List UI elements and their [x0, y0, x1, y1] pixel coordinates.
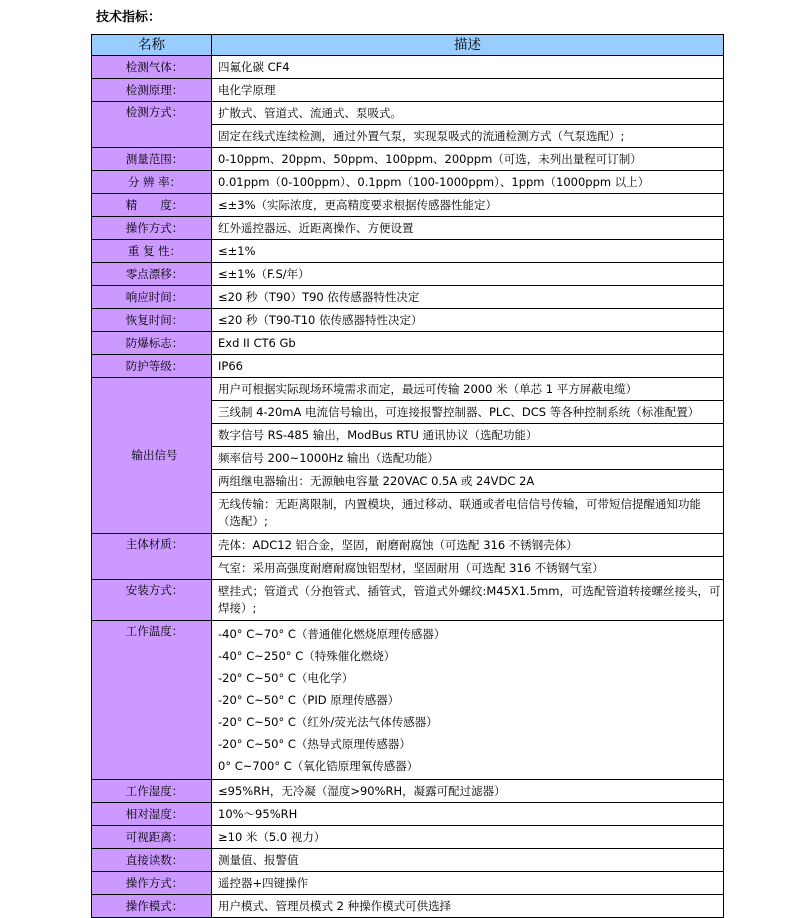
row-value: 壁挂式；管道式（分抱管式、插管式，管道式外螺纹:M45X1.5mm，可选配管道转接螺丝接头，可焊接）; [212, 580, 724, 621]
table-row [92, 803, 724, 826]
row-value: 0.01ppm（0-100ppm）、0.1ppm（100-1000ppm）、1ppm（1000ppm 以上） [212, 171, 724, 194]
row-label: 精 度： [92, 194, 212, 217]
table-row [92, 355, 724, 378]
table-row [92, 102, 724, 125]
row-value: 三线制 4-20mA 电流信号输出，可连接报警控制器、PLC、DCS 等各种控制系统（标准配置） [212, 401, 724, 424]
row-label: 工作温度： [92, 621, 212, 780]
table-row [92, 580, 724, 621]
row-value: 遥控器+四键操作 [212, 872, 724, 895]
table-row [92, 148, 724, 171]
row-value: ≤95%RH，无冷凝（湿度>90%RH，凝露可配过滤器） [212, 780, 724, 803]
row-value: 扩散式、管道式、流通式、泵吸式。 [212, 102, 724, 125]
row-value: 气室：采用高强度耐磨耐腐蚀铝型材，坚固耐用（可选配 316 不锈钢气室） [212, 557, 724, 580]
temperature-item: -40° C~250° C（特殊催化燃烧） [218, 649, 396, 663]
row-value: ≤±1% [212, 240, 724, 263]
table-row [92, 309, 724, 332]
row-label: 主体材质： [92, 534, 212, 580]
temperature-item: -20° C~50° C（红外/荧光法气体传感器） [218, 715, 438, 729]
header-name: 名称 [92, 35, 212, 56]
table-row [92, 194, 724, 217]
row-label: 检测气体： [92, 56, 212, 79]
row-label: 输出信号 [92, 378, 212, 534]
row-label: 操作方式： [92, 217, 212, 240]
row-value: IP66 [212, 355, 724, 378]
row-value: ≤20 秒（T90）T90 依传感器特性决定 [212, 286, 724, 309]
temperature-item: 0° C~700° C（氧化锆原理氧传感器） [218, 759, 419, 773]
row-value: ≤20 秒（T90-T10 依传感器特性决定） [212, 309, 724, 332]
row-value: 10%～95%RH [212, 803, 724, 826]
row-value: 两组继电器输出：无源触电容量 220VAC 0.5A 或 24VDC 2A [212, 470, 724, 493]
table-row [92, 217, 724, 240]
table-row [92, 826, 724, 849]
table-row [92, 378, 724, 401]
row-label: 相对湿度： [92, 803, 212, 826]
table-row [92, 621, 724, 780]
row-label: 检测原理： [92, 79, 212, 102]
section-title: 技术指标： [96, 10, 162, 25]
table-row [92, 56, 724, 79]
table-row [92, 263, 724, 286]
row-label: 工作湿度： [92, 780, 212, 803]
temperature-item: -20° C~50° C（热导式原理传感器） [218, 737, 411, 751]
row-value: 四氟化碳 CF4 [212, 56, 724, 79]
row-label: 安装方式： [92, 580, 212, 621]
row-value: 频率信号 200~1000Hz 输出（选配功能） [212, 447, 724, 470]
table-row [92, 332, 724, 355]
table-row [92, 240, 724, 263]
row-value: 数字信号 RS-485 输出，ModBus RTU 通讯协议（选配功能） [212, 424, 724, 447]
row-label: 重 复 性： [92, 240, 212, 263]
row-value: ≥10 米（5.0 视力） [212, 826, 724, 849]
row-value: ≤±3%（实际浓度，更高精度要求根据传感器性能定） [212, 194, 724, 217]
row-label: 响应时间： [92, 286, 212, 309]
row-label: 操作方式： [92, 872, 212, 895]
row-label: 直接读数： [92, 849, 212, 872]
row-label: 检测方式： [92, 102, 212, 148]
row-label: 零点漂移： [92, 263, 212, 286]
row-value-list [212, 621, 724, 780]
row-value: 壳体：ADC12 铝合金，坚固，耐磨耐腐蚀（可选配 316 不锈钢壳体） [212, 534, 724, 557]
table-row [92, 171, 724, 194]
header-description: 描述 [212, 35, 724, 56]
row-label: 分 辨 率： [92, 171, 212, 194]
row-value: 红外遥控器远、近距离操作、方便设置 [212, 217, 724, 240]
row-label: 操作模式： [92, 895, 212, 918]
row-label: 恢复时间： [92, 309, 212, 332]
table-row [92, 79, 724, 102]
table-row [92, 872, 724, 895]
table-header-row [92, 35, 724, 56]
row-value: Exd II CT6 Gb [212, 332, 724, 355]
table-row [92, 780, 724, 803]
table-row [92, 849, 724, 872]
spec-table [91, 34, 724, 918]
row-label: 测量范围： [92, 148, 212, 171]
row-value: 用户可根据实际现场环境需求而定，最远可传输 2000 米（单芯 1 平方屏蔽电缆） [212, 378, 724, 401]
row-value: 无线传输：无距离限制，内置模块，通过移动、联通或者电信信号传输，可带短信提醒通知功能（选配）; [212, 493, 724, 534]
table-row [92, 286, 724, 309]
row-value: 用户模式、管理员模式 2 种操作模式可供选择 [212, 895, 724, 918]
row-label: 可视距离： [92, 826, 212, 849]
temperature-item: -40° C~70° C（普通催化燃烧原理传感器） [218, 627, 446, 641]
row-value: 0-10ppm、20ppm、50ppm、100ppm、200ppm（可选，未列出量程可订制） [212, 148, 724, 171]
row-value: 电化学原理 [212, 79, 724, 102]
temperature-item: -20° C~50° C（PID 原理传感器） [218, 693, 400, 707]
row-value: 测量值、报警值 [212, 849, 724, 872]
row-value: 固定在线式连续检测，通过外置气泵，实现泵吸式的流通检测方式（气泵选配）; [212, 125, 724, 148]
row-label: 防爆标志： [92, 332, 212, 355]
row-value: ≤±1%（F.S/年） [212, 263, 724, 286]
temperature-item: -20° C~50° C（电化学） [218, 671, 354, 685]
table-row [92, 895, 724, 918]
table-row [92, 534, 724, 557]
row-label: 防护等级： [92, 355, 212, 378]
